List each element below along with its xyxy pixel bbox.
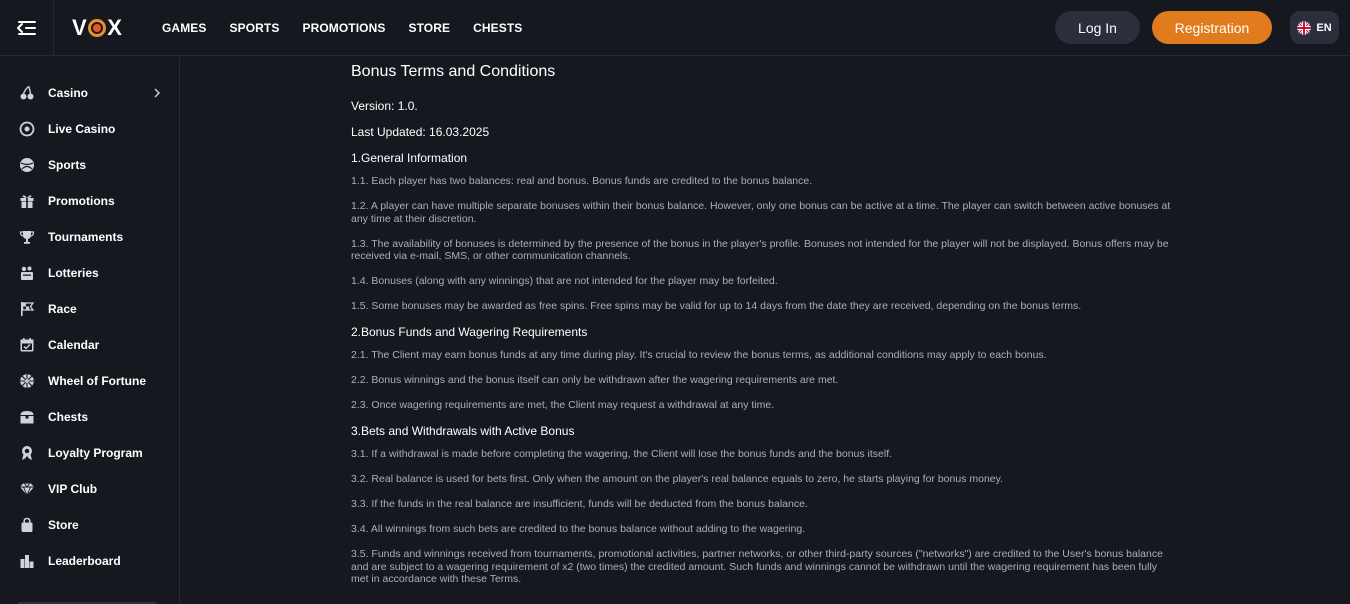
- sidebar-item-leaderboard[interactable]: [0, 543, 179, 579]
- leaderboard-icon: [19, 553, 35, 569]
- sidebar-item-label: Live Casino: [48, 122, 116, 136]
- paragraph: 2.1. The Client may earn bonus funds at any time during play. It's crucial to review the bonus terms, as additional conditions may apply to each bonus.: [351, 349, 1047, 361]
- nav-sports[interactable]: SPORTS: [229, 21, 280, 35]
- logo-text: V X: [72, 15, 123, 40]
- race-flag-icon: [19, 301, 35, 317]
- paragraph: 2.2. Bonus winnings and the bonus itself can only be withdrawn after the wagering requirements are met.: [351, 374, 839, 386]
- terms-content: [351, 57, 1171, 598]
- section-heading: 3.Bets and Withdrawals with Active Bonus: [351, 424, 575, 438]
- sidebar-item-label: Tournaments: [48, 230, 124, 244]
- sidebar-item-sports[interactable]: [0, 147, 179, 183]
- collapse-menu-icon: [16, 20, 38, 36]
- paragraph: 2.3. Once wagering requirements are met, the Client may request a withdrawal at any time.: [351, 399, 775, 411]
- login-button[interactable]: Log In: [1055, 11, 1140, 44]
- wheel-icon: [19, 373, 35, 389]
- paragraph: 1.2. A player can have multiple separate bonuses within their bonus balance. However, only one bonus can be active at a time. The player can switch between active bonuses at any time at their discretion.: [351, 200, 1171, 225]
- sidebar-item-label: Leaderboard: [48, 554, 121, 568]
- logo-o-mark: [88, 19, 106, 37]
- top-header: [0, 0, 1350, 56]
- language-selector[interactable]: [1290, 11, 1339, 44]
- sidebar-item-casino[interactable]: [0, 75, 179, 111]
- diamond-icon: [19, 481, 35, 497]
- sidebar-item-chests[interactable]: [0, 399, 179, 435]
- sidebar-item-loyalty-program[interactable]: [0, 435, 179, 471]
- sidebar-item-calendar[interactable]: [0, 327, 179, 363]
- menu-toggle-button[interactable]: [0, 0, 54, 56]
- sidebar-item-label: Race: [48, 302, 77, 316]
- sidebar: [0, 57, 180, 604]
- sidebar-item-label: Calendar: [48, 338, 100, 352]
- vox-logo[interactable]: [72, 16, 122, 40]
- paragraph: 1.4. Bonuses (along with any winnings) that are not intended for the player may be forfeited.: [351, 275, 778, 287]
- sidebar-item-tournaments[interactable]: [0, 219, 179, 255]
- paragraph: 3.4. All winnings from such bets are credited to the bonus balance without adding to the wagering.: [351, 523, 806, 535]
- chip-icon: [19, 121, 35, 137]
- sidebar-item-wheel-of-fortune[interactable]: [0, 363, 179, 399]
- section-heading: 2.Bonus Funds and Wagering Requirements: [351, 325, 588, 339]
- sidebar-item-label: Sports: [48, 158, 87, 172]
- version-text: Version: 1.0.: [351, 99, 418, 113]
- sidebar-item-promotions[interactable]: [0, 183, 179, 219]
- sidebar-item-live-casino[interactable]: [0, 111, 179, 147]
- sidebar-item-label: Chests: [48, 410, 89, 424]
- medal-icon: [19, 445, 35, 461]
- registration-button[interactable]: Registration: [1152, 11, 1272, 44]
- language-code: EN: [1316, 21, 1332, 34]
- sidebar-item-vip-club[interactable]: [0, 471, 179, 507]
- page-title: Bonus Terms and Conditions: [351, 63, 556, 80]
- paragraph: 1.3. The availability of bonuses is determined by the presence of the bonus in the player's profile. Bonuses not intended for the player will not be displayed. Bonus offers may be received via e-mail, SMS, or other communication channels.: [351, 237, 1169, 262]
- sidebar-item-race[interactable]: [0, 291, 179, 327]
- nav-store[interactable]: STORE: [408, 21, 451, 35]
- sidebar-item-label: Loyalty Program: [48, 446, 143, 460]
- paragraph: 3.1. If a withdrawal is made before completing the wagering, the Client will lose the bonus funds and the bonus itself.: [351, 448, 893, 460]
- paragraph: 3.3. If the funds in the real balance are insufficient, funds will be deducted from the bonus balance.: [351, 498, 808, 510]
- uk-flag-icon: [1297, 21, 1311, 35]
- sidebar-item-label: Lotteries: [48, 266, 99, 280]
- paragraph: 1.1. Each player has two balances: real and bonus. Bonus funds are credited to the bonus balance.: [351, 175, 813, 187]
- sidebar-item-label: Casino: [48, 86, 89, 100]
- paragraph: 3.2. Real balance is used for bets first. Only when the amount on the player's real balance equals to zero, he starts playing for bonus money.: [351, 473, 1004, 485]
- last-updated-text: Last Updated: 16.03.2025: [351, 125, 490, 139]
- chest-icon: [19, 409, 35, 425]
- sidebar-item-label: Wheel of Fortune: [48, 374, 146, 388]
- lottery-icon: [19, 265, 35, 281]
- nav-games[interactable]: GAMES: [162, 21, 207, 35]
- ball-icon: [19, 157, 35, 173]
- nav-promotions[interactable]: PROMOTIONS: [302, 21, 386, 35]
- gift-icon: [19, 193, 35, 209]
- nav-chests[interactable]: CHESTS: [473, 21, 523, 35]
- trophy-icon: [19, 229, 35, 245]
- chevron-right-icon: [151, 87, 163, 99]
- calendar-icon: [19, 337, 35, 353]
- paragraph: 1.5. Some bonuses may be awarded as free spins. Free spins may be valid for up to 14 days from the date they are received, depending on the bonus terms.: [351, 300, 1082, 312]
- cherries-icon: [19, 85, 35, 101]
- sidebar-item-label: Store: [48, 518, 79, 532]
- sidebar-item-label: Promotions: [48, 194, 115, 208]
- sidebar-item-store[interactable]: [0, 507, 179, 543]
- paragraph: 3.5. Funds and winnings received from tournaments, promotional activities, partner networks, or other third-party sources ("networks") are credited to the User's bonus balance and are subject to a wagering requirement of x2 (two times) the credited amount. Such funds and winnings cannot be withdrawn until the wagering requirement has been fully met in accordance with these Terms.: [351, 548, 1163, 585]
- main-nav: [162, 0, 545, 56]
- sidebar-item-lotteries[interactable]: [0, 255, 179, 291]
- bag-icon: [19, 517, 35, 533]
- section-heading: 1.General Information: [351, 151, 468, 165]
- sidebar-item-label: VIP Club: [48, 482, 98, 496]
